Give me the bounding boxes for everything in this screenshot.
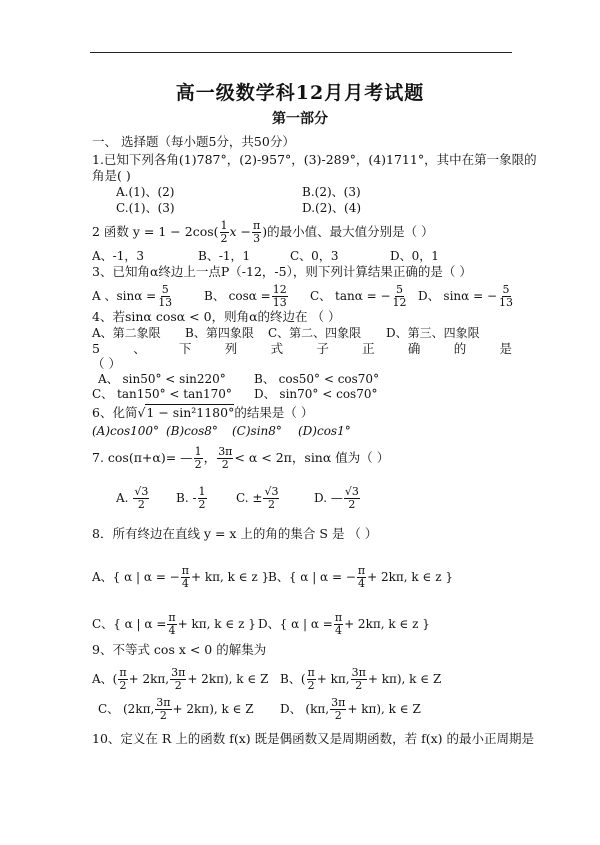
q7-d-den: 2 [348,498,356,511]
q8-option-c [92,612,256,637]
q3-b-den: 13 [272,296,287,309]
q2-stem-mid: x − [229,224,252,239]
q7-d-label: D. — [314,491,343,505]
q1-option-a: A.(1)、(2) [116,185,175,199]
q3-option-b [204,284,289,309]
q3-stem: 3、已知角α终边上一点P（-12，-5），则下列计算结果正确的是（ ） [92,264,472,279]
q8-d-frac [334,612,343,637]
q4-option-a: A、第二象限 [92,326,161,340]
q5-word-7: 正 [362,341,375,356]
q3-d-pre: D、 sinα = − [418,289,498,303]
page-title: 高一级数学科12月月考试题 [175,82,425,104]
q8-b-label: B、 [268,570,289,584]
q9-a-mid: + 2kπ, [128,672,170,686]
q8-option-d [258,612,430,637]
q9-a-f1-den: 2 [119,679,127,692]
q7-a-num: √3 [134,485,149,498]
q8-c-num: π [168,611,176,624]
q9-b-f2-den: 2 [355,679,363,692]
q5-stem [92,341,512,357]
q7-comma: ， [203,450,217,465]
q7-stem [92,446,389,471]
q4-option-c: C、第二、四象限 [268,326,362,340]
q3-option-a [92,284,174,309]
q3-d-den: 13 [499,296,514,309]
q3-a-frac [157,284,173,309]
q7-stem-mid: < α < 2π，sinα 值为（ ） [234,450,390,465]
q8-a-den: 4 [181,577,189,590]
q9-d-num: 3π [331,696,346,709]
q9-d-frac [330,697,346,722]
q6-option-d: (D)cos1° [298,424,351,438]
q5-word-3: 下 [179,341,192,356]
q5-word-8: 确 [407,341,421,356]
q8-option-b [268,565,453,590]
q8-c-label: C、 [92,617,114,631]
q9-b-f1-den: 2 [307,679,315,692]
q5-option-d: D、 sin70° < cos70° [254,387,378,401]
q3-d-num: 5 [502,283,510,296]
q9-option-c [98,697,254,722]
q7-c-den: 2 [267,498,275,511]
q6-option-c: (C)sin8° [232,424,282,438]
q9-option-a [92,667,268,692]
q1-option-b: B.(2)、(3) [302,185,361,199]
q8-d-num: π [334,611,343,624]
q9-option-b [280,667,441,692]
q3-b-pre: B、 cosα = [204,289,271,303]
q5-option-b: B、 cos50° < cos70° [254,372,380,386]
q9-a-post: + 2kπ), k ∈ Z [187,672,269,686]
q2-option-b: B、-1，1 [198,249,251,263]
q7-a-frac [133,486,149,511]
q2-frac2-den: 3 [253,232,261,245]
q4-stem: 4、若sinα cosα < 0，则角α的终边在 （ ） [92,309,341,324]
q7-b-den: 2 [198,498,206,511]
q3-a-num: 5 [161,283,169,296]
q2-stem-pre: 2 函数 y = 1 − 2cos( [92,224,219,239]
q3-b-num: 12 [272,283,287,296]
q5-word-9: 的 [453,341,467,356]
q7-b-frac [198,486,207,511]
q6-stem-pre: 6、化简 [92,405,138,420]
q9-c-den: 2 [159,709,167,722]
q6-option-a: (A)cos100° [92,424,160,438]
q8-b-frac [357,565,366,590]
q3-option-c [310,284,409,309]
q5-word-6: 子 [316,341,329,356]
q8-a-num: π [181,564,189,577]
q7-frac1-den: 2 [194,458,202,471]
q1-option-d: D.(2)、(4) [302,201,362,215]
q8-c-post: + kπ, k ∈ z } [177,617,256,631]
q8-c-frac [167,612,176,637]
q9-c-post: + 2kπ), k ∈ Z [172,702,254,716]
q8-c-den: 4 [168,624,176,637]
q9-b-mid: + kπ, [316,672,350,686]
q2-frac2-num: π [253,219,261,232]
q7-d-num: √3 [344,485,359,498]
q6-stem-post: 的结果是（ ） [234,405,314,420]
q9-d-label: D、 (kπ, [280,702,330,716]
q8-option-a [92,565,269,590]
q5-word-4: 列 [224,341,238,356]
q8-a-label: A、 [92,570,113,584]
q4-option-b: B、第四象限 [185,326,254,340]
q7-a-label: A. [116,491,129,505]
q9-b-post: + kπ), k ∈ Z [367,672,442,686]
q9-b-frac2 [351,667,367,692]
q8-b-pre: { α | α = − [288,570,356,584]
q5-answer-paren: （ ） [92,356,121,371]
q1-option-c: C.(1)、(3) [116,201,175,215]
q8-b-num: π [357,564,366,577]
q7-option-d [314,486,361,511]
q1-stem-line2: 角是( ) [92,168,131,183]
section-heading: 一、 选择题（每小题5分，共50分） [92,134,295,149]
q9-a-frac1 [118,667,127,692]
q7-option-a [116,486,150,511]
q9-b-frac1 [307,667,316,692]
q3-c-frac [392,284,408,309]
q7-c-label: C. ± [236,491,263,505]
q7-b-label: B. - [176,491,197,505]
q8-a-frac [181,565,190,590]
q3-a-pre: A 、sinα = [92,289,157,303]
q7-frac1 [194,446,203,471]
q9-b-label: B、( [280,672,306,686]
q4-option-d: D、第三、四象限 [386,326,480,340]
q7-a-den: 2 [137,498,145,511]
q7-b-num: 1 [198,485,206,498]
q9-a-f1-num: π [119,666,127,679]
q8-d-post: + 2kπ, k ∈ z } [344,617,430,631]
q3-c-den: 12 [392,296,407,309]
q7-option-b [176,486,208,511]
q9-d-den: 2 [334,709,342,722]
q9-a-frac2 [170,667,186,692]
q7-frac1-num: 1 [194,445,202,458]
q7-option-c [236,486,280,511]
q2-frac1 [220,220,229,245]
q9-stem: 9、不等式 cos x < 0 的解集为 [92,642,267,657]
q2-frac1-num: 1 [220,219,228,232]
q9-b-f2-num: 3π [351,666,366,679]
q3-option-d [418,284,515,309]
q7-stem-pre: 7. cos(π+α)= — [92,450,193,465]
q9-a-f2-den: 2 [174,679,182,692]
q2-stem-post: )的最小值、最大值分别是（ ） [262,224,434,239]
q7-frac2-den: 2 [221,458,229,471]
q8-d-den: 4 [334,624,342,637]
q2-stem [92,220,434,245]
part-heading: 第一部分 [272,111,328,127]
q10-stem: 10、定义在 R 上的函数 f(x) 既是偶函数又是周期函数，若 f(x) 的最小正周期是 [92,731,535,746]
q8-d-label: D、 [258,617,280,631]
q3-d-frac [498,284,514,309]
q7-frac2 [217,446,233,471]
q8-stem: 8．所有终边在直线 y = x 上的角的集合 S 是 （ ） [92,526,378,541]
q9-d-post: + kπ), k ∈ Z [347,702,421,716]
q5-word-1: 5 [92,341,100,356]
q7-c-num: √3 [264,485,279,498]
q2-option-d: D、0，1 [390,249,439,263]
q5-option-a: A、 sin50° < sin220° [98,372,226,386]
q5-word-2: 、 [133,341,146,356]
q8-a-pre: { α | α = − [112,570,180,584]
q5-option-c: C、 tan150° < tan170° [92,387,232,401]
q9-b-f1-num: π [307,666,315,679]
q8-d-pre: { α | α = [279,617,333,631]
q3-c-num: 5 [396,283,404,296]
q3-c-pre: C、 tanα = − [310,289,391,303]
q9-option-d [280,697,421,722]
q5-word-5: 式 [270,341,284,356]
q2-option-a: A、-1，3 [92,249,144,263]
q6-option-b: (B)cos8° [166,424,218,438]
q9-a-f2-num: 3π [171,666,186,679]
q3-a-den: 13 [158,296,173,309]
q1-stem-line1: 1.已知下列各角(1)787°，(2)-957°，(3)-289°，(4)1711°，其中在第一象限的 [92,152,537,167]
q9-c-num: 3π [156,696,171,709]
top-rule [90,52,512,53]
q6-radicand: 1 − sin²1180° [146,405,235,420]
q9-c-label: C、 (2kπ, [98,702,155,716]
q8-b-post: + 2kπ, k ∈ z } [367,570,453,584]
q3-b-frac [272,284,288,309]
q8-a-post: + kπ, k ∈ z } [190,570,270,584]
q9-a-label: A、( [92,672,118,686]
q8-c-pre: { α | α = [113,617,167,631]
q2-option-c: C、0，3 [290,249,339,263]
q5-word-10: 是 [499,341,512,356]
q9-c-frac [155,697,171,722]
q7-frac2-num: 3π [218,445,233,458]
q7-c-frac [263,486,279,511]
q6-stem: 6、化简√1 − sin²1180°的结果是（ ） [92,405,314,420]
q8-b-den: 4 [358,577,366,590]
q2-frac2 [252,220,261,245]
q2-frac1-den: 2 [220,232,228,245]
q7-d-frac [344,486,360,511]
